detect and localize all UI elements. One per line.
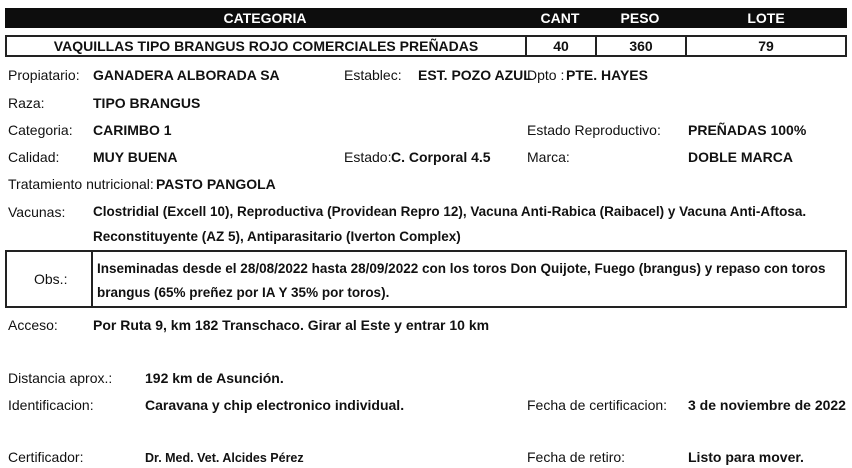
tratamiento-label: Tratamiento nutricional:: [8, 176, 154, 192]
categoria-label: Categoria:: [8, 122, 73, 138]
header-cant: CANT: [525, 8, 595, 28]
obs-line-1: Inseminadas desde el 28/08/2022 hasta 28/09/2022 con los toros Don Quijote, Fuego (brangus) y repaso con toros: [97, 261, 826, 276]
summary-cant: 40: [525, 35, 597, 57]
raza-label: Raza:: [8, 95, 45, 111]
estado-value: C. Corporal 4.5: [391, 149, 491, 165]
summary-descripcion: VAQUILLAS TIPO BRANGUS ROJO COMERCIALES PREÑADAS: [5, 35, 527, 57]
calidad-label: Calidad:: [8, 149, 60, 165]
marca-value: DOBLE MARCA: [688, 149, 793, 165]
certificador-value: Dr. Med. Vet. Alcides Pérez: [145, 451, 304, 465]
calidad-value: MUY BUENA: [93, 149, 178, 165]
observaciones-box: [5, 250, 847, 308]
header-lote: LOTE: [685, 8, 847, 28]
fecha-retiro-value: Listo para mover.: [688, 449, 804, 465]
acceso-label: Acceso:: [8, 317, 58, 333]
vacunas-line-1: Clostridial (Excell 10), Reproductiva (Providean Repro 12), Vacuna Anti-Rabica (Raibacel) y Vacuna Anti-Aftosa.: [93, 204, 807, 219]
identificacion-label: Identificacion:: [8, 397, 94, 413]
dpto-label: Dpto :: [527, 67, 565, 83]
establec-label: Establec:: [344, 67, 402, 83]
header-peso: PESO: [595, 8, 685, 28]
tratamiento-value: PASTO PANGOLA: [156, 176, 276, 192]
dpto-value: PTE. HAYES: [566, 67, 648, 83]
obs-line-2: brangus (65% preñez por IA Y 35% por toros).: [97, 285, 390, 300]
summary-peso: 360: [595, 35, 687, 57]
marca-label: Marca:: [527, 149, 570, 165]
summary-lote: 79: [685, 35, 847, 57]
fecha-retiro-label: Fecha de retiro:: [527, 449, 626, 465]
estado-reproductivo-value: PREÑADAS 100%: [688, 122, 807, 138]
propietario-label: Propiatario:: [8, 67, 80, 83]
fecha-certificacion-value: 3 de noviembre de 2022: [688, 397, 846, 413]
identificacion-value: Caravana y chip electronico individual.: [145, 397, 405, 413]
certificador-label: Certificador:: [8, 449, 84, 465]
raza-value: TIPO BRANGUS: [93, 95, 201, 111]
vacunas-label: Vacunas:: [8, 204, 66, 220]
vacunas-line-2: Reconstituyente (AZ 5), Antiparasitario (Iverton Complex): [93, 229, 461, 244]
establec-value: EST. POZO AZUL: [418, 67, 532, 83]
obs-label: Obs.:: [34, 271, 68, 287]
estado-reproductivo-label: Estado Reproductivo:: [527, 122, 661, 138]
distancia-label: Distancia aprox.:: [8, 370, 113, 386]
header-categoria: CATEGORIA: [5, 8, 525, 28]
fecha-certificacion-label: Fecha de certificacion:: [527, 397, 668, 413]
propietario-value: GANADERA ALBORADA SA: [93, 67, 280, 83]
distancia-value: 192 km de Asunción.: [145, 370, 284, 386]
categoria-value: CARIMBO 1: [93, 122, 172, 138]
estado-label: Estado:: [344, 149, 392, 165]
acceso-value: Por Ruta 9, km 182 Transchaco. Girar al Este y entrar 10 km: [93, 317, 490, 333]
observaciones-divider: [91, 252, 93, 306]
